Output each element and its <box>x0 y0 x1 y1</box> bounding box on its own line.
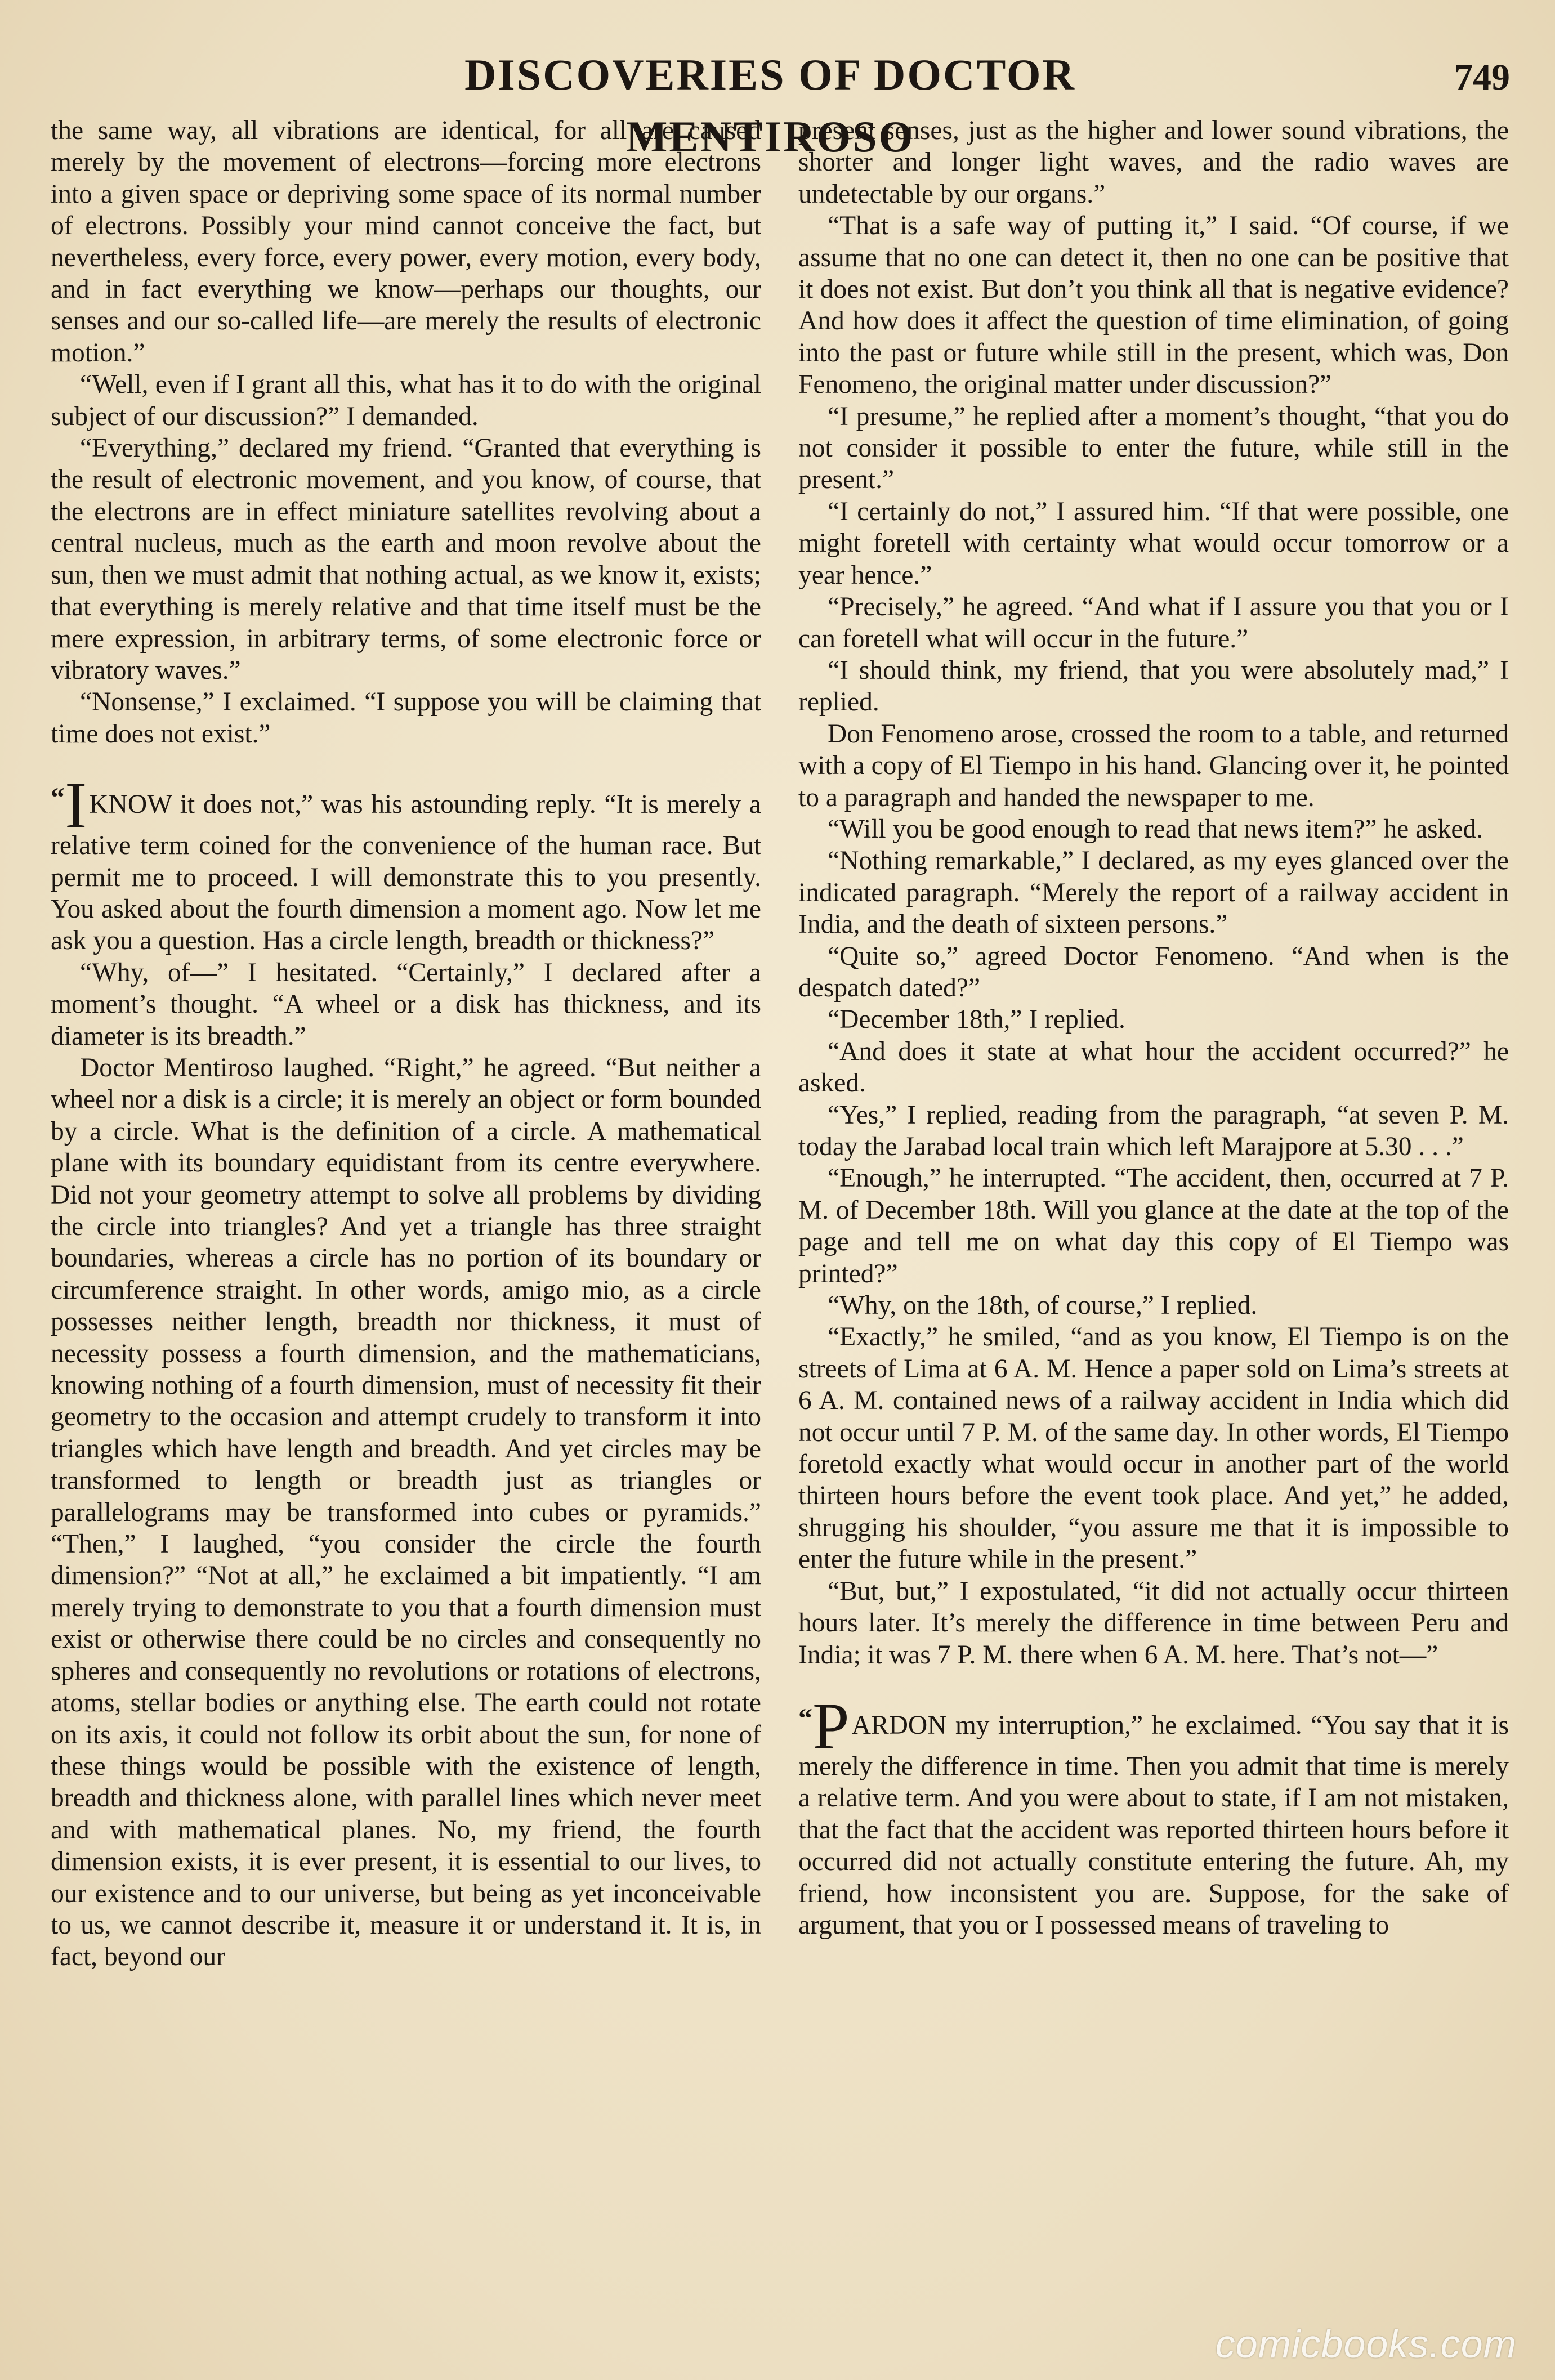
paragraph: “Nothing remarkable,” I declared, as my eyes glanced over the indicated paragraph. “Merely the report of a railway accident in India, and the death of sixteen persons.” <box>798 846 1509 940</box>
paragraph: Don Fenomeno arose, crossed the room to a table, and returned with a copy of El Tiempo in his hand. Glancing over it, he pointed to a paragraph and handed the newspaper to me. <box>798 719 1509 812</box>
section-text: KNOW it does not,” was his astounding reply. “It is merely a relative term coined for the convenience of the human race. But permit me to proceed. I will demonstrate this to you presently. You asked about the fourth dimension a moment ago. Now let me ask you a question. Has a circle length, breadth or thickness?” <box>51 790 761 956</box>
paragraph: present senses, just as the higher and lower sound vibrations, the shorter and longer light waves, and the radio waves are undetectable by our organs.” <box>798 116 1509 209</box>
paragraph: the same way, all vibrations are identical, for all are caused merely by the movement of electrons—forcing more electrons into a given space or depriving some space of its normal number of electrons. Possibly your mind cannot conceive the fact, but nevertheless, every force, every power, every motion, every body, and in fact everything we know—perhaps our thoughts, our senses and our so-called life—are merely the results of electronic motion.” <box>51 116 761 368</box>
drop-cap: I <box>65 768 87 843</box>
paragraph: “Everything,” declared my friend. “Granted that everything is the result of electronic movement, and you know, of course, that the electrons are in effect miniature satellites revolving about a central nucleus, much as the earth and moon revolve about the sun, then we must admit that nothing actual, as we know it, exists; that everything is merely relative and that time itself must be the mere expression, in arbitrary terms, of some electronic force or vibratory waves.” <box>51 433 761 685</box>
watermark-logo: comicbooks.com <box>1215 2322 1517 2366</box>
opening-quote: “ <box>798 1702 812 1734</box>
paragraph: “Why, on the 18th, of course,” I replied. <box>828 1291 1258 1321</box>
paragraph: “Enough,” he interrupted. “The accident, then, occurred at 7 P. M. of December 18th. Will you glance at the date at the top of the page and tell me on what day this copy of El Tiempo was printed?” <box>798 1164 1509 1289</box>
page-number: 749 <box>1454 57 1510 98</box>
section-paragraph <box>51 768 761 957</box>
paragraph: “Well, even if I grant all this, what has it to do with the original subject of our discussion?” I demanded. <box>51 370 761 431</box>
section-paragraph <box>798 1689 1509 1941</box>
running-title: DISCOVERIES OF DOCTOR MENTIROSO <box>464 50 1076 161</box>
paragraph: “Will you be good enough to read that news item?” he asked. <box>828 814 1483 844</box>
paragraph: “I should think, my friend, that you were absolutely mad,” I replied. <box>798 655 1509 717</box>
paragraph: “Quite so,” agreed Doctor Fenomeno. “And when is the despatch dated?” <box>798 941 1509 1003</box>
paragraph: “Precisely,” he agreed. “And what if I assure you that you or I can foretell what will occur in the future.” <box>798 592 1509 654</box>
paragraph: “But, but,” I expostulated, “it did not actually occur thirteen hours later. It’s merely the difference in time between Peru and India; it was 7 P. M. there when 6 A. M. here. That’s not—” <box>798 1576 1509 1670</box>
opening-quote: “ <box>51 781 65 813</box>
paragraph: “And does it state at what hour the accident occurred?” he asked. <box>798 1036 1509 1098</box>
paragraph: “I certainly do not,” I assured him. “If that were possible, one might foretell with certainty what would occur tomorrow or a year hence.” <box>798 496 1509 590</box>
paragraph: “I presume,” he replied after a moment’s thought, “that you do not consider it possible to enter the future, while still in the present.” <box>798 401 1509 495</box>
paragraph: “Nonsense,” I exclaimed. “I suppose you will be claiming that time does not exist.” <box>51 687 761 749</box>
page-header <box>50 44 1510 161</box>
section-text: ARDON my interruption,” he exclaimed. “You say that it is merely the difference in time. Then you admit that time is merely a relative term. And you were about to state, if I am not mistaken, that the fact that the accident was reported thirteen hours before it occurred did not actually constitute entering the future. Ah, my friend, how inconsistent you are. Suppose, for the sake of argument, that you or I possessed means of traveling to <box>798 1710 1509 1940</box>
paragraph: “Yes,” I replied, reading from the paragraph, “at seven P. M. today the Jarabad local train which left Marajpore at 5.30 . . .” <box>798 1100 1509 1161</box>
left-column <box>51 115 761 2344</box>
paragraph: “Exactly,” he smiled, “and as you know, El Tiempo is on the streets of Lima at 6 A. M. Hence a paper sold on Lima’s streets at 6 A. M. contained news of a railway accident in India which did not occur until 7 P. M. of the same day. In other words, El Tiempo foretold exactly what would occur in another part of the world thirteen hours before the event took place. And yet,” he added, shrugging his shoulder, “you assure me that it is impossible to enter the future while in the present.” <box>798 1322 1509 1574</box>
right-column <box>798 115 1509 2344</box>
paragraph: “December 18th,” I replied. <box>828 1005 1125 1035</box>
drop-cap: P <box>812 1689 850 1763</box>
paragraph: “That is a safe way of putting it,” I said. “Of course, if we assume that no one can detect it, then no one can be positive that it does not exist. But don’t you think all that is negative evidence? And how does it affect the question of time elimination, of going into the past or future while still in the present, which was, Don Fenomeno, the original matter under discussion?” <box>798 211 1509 400</box>
paragraph: “Why, of—” I hesitated. “Certainly,” I declared after a moment’s thought. “A wheel or a disk has thickness, and its diameter is its breadth.” <box>51 958 761 1051</box>
paragraph: Doctor Mentiroso laughed. “Right,” he agreed. “But neither a wheel nor a disk is a circle; it is merely an object or form bounded by a circle. What is the definition of a circle. A mathematical plane with its boundary equidistant from its centre everywhere. Did not your geometry attempt to solve all problems by dividing the circle into triangles? And yet a triangle has three straight boundaries, whereas a circle has no portion of its boundary or circumference straight. In other words, amigo mio, as a circle possesses neither length, breadth nor thickness, it must of necessity possess a fourth dimension, and the mathematicians, knowing nothing of a fourth dimension, must of necessity fit their geometry to the occasion and attempt crudely to transform it into triangles which have length and breadth. And yet circles may be transformed to length or breadth just as triangles or parallelograms may be transformed into cubes or pyramids.” “Then,” I laughed, “you consider the circle the fourth dimension?” “Not at all,” he exclaimed a bit impatiently. “I am merely trying to demonstrate to you that a fourth dimension must exist or otherwise there could be no circles and consequently no spheres and consequently no revolutions or rotations of electrons, atoms, stellar bodies or anything else. The earth could not rotate on its axis, it could not follow its orbit about the sun, for none of these things would be possible with the existence of length, breadth and thickness alone, with parallel lines which never meet and with mathematical planes. No, my friend, the fourth dimension exists, it is ever present, it is essential to our lives, to our existence and to our universe, but being as yet inconceivable to us, we cannot describe it, measure it or understand it. It is, in fact, beyond our <box>51 1053 761 1972</box>
